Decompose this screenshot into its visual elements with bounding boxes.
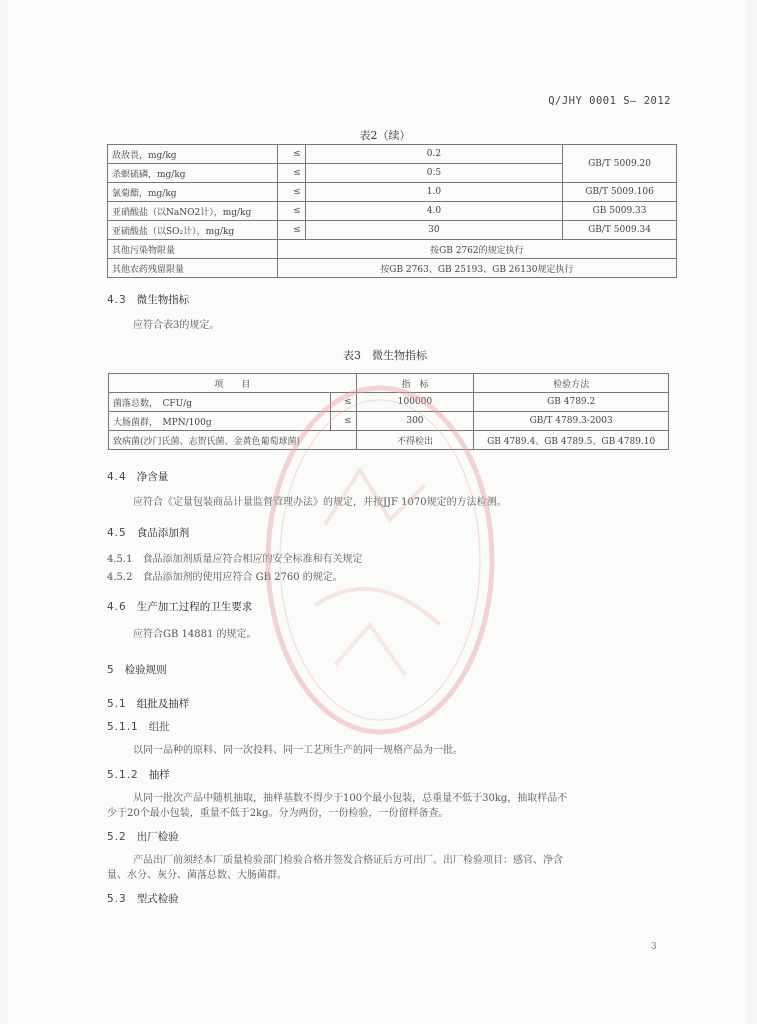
- section-number: 5.1: [107, 698, 127, 710]
- table-cell: GB 5009.33: [563, 202, 677, 221]
- section-5-heading: [107, 662, 167, 677]
- section-title: 食品添加剂: [136, 527, 190, 539]
- page-number: 3: [651, 942, 657, 952]
- section-number: 5.3: [107, 893, 127, 905]
- table2-caption: 表2（续）: [359, 129, 411, 142]
- table-cell: 亚硫酸盐（以SO₂计），mg/kg: [108, 221, 278, 240]
- table-cell: ≤: [277, 183, 305, 202]
- section-number: 5.1.1: [107, 721, 139, 733]
- table3: [108, 373, 669, 450]
- table-cell: GB/T 5009.106: [563, 183, 677, 202]
- standard-code: Q/JHY 0001 S— 2012: [548, 95, 671, 107]
- section-5-1-1-text: 以同一品种的原料、同一次投料、同一工艺所生产的同一规格产品为一批。: [133, 745, 463, 756]
- section-5-1-2-line1: 从同一批次产品中随机抽取，抽样基数不得少于100个最小包装，总重量不低于30kg，抽取样品不: [133, 793, 568, 804]
- section-title: 组批: [148, 721, 170, 733]
- table-cell: ≤: [277, 221, 305, 240]
- section-4-5-2: [107, 570, 343, 585]
- section-text: 食品添加剂质量应符合相应的安全标准和有关规定: [142, 554, 363, 565]
- section-title: 组批及抽样: [136, 698, 190, 710]
- table-cell: 氯菊酯，mg/kg: [108, 183, 278, 202]
- table-cell: 300: [356, 412, 474, 431]
- table-cell: 30: [305, 221, 562, 240]
- table-cell: 0.5: [305, 164, 562, 183]
- section-4-4-text: 应符合《定量包装商品计量监督管理办法》的规定，并按JJF 1070规定的方法检测。: [133, 497, 507, 508]
- table-cell: ≤: [330, 393, 356, 412]
- section-4-5-heading: [107, 525, 189, 540]
- section-5-2-heading: [107, 829, 179, 844]
- section-4-3-text: 应符合表3的规定。: [133, 320, 220, 331]
- section-title: 型式检验: [136, 893, 179, 905]
- table2: [107, 144, 677, 278]
- table3-caption: 表3 微生物指标: [343, 349, 427, 362]
- section-number: 4.5.1: [107, 554, 133, 565]
- table-header-row: [109, 374, 669, 393]
- table-row: [109, 412, 669, 431]
- section-5-2-line2: 量、水分、灰分、菌落总数、大肠菌群。: [107, 870, 287, 881]
- section-text: 食品添加剂的使用应符合 GB 2760 的规定。: [142, 572, 343, 583]
- table-cell: GB 4789.4、GB 4789.5、GB 4789.10: [474, 431, 669, 450]
- column-header: 检验方法: [474, 374, 669, 393]
- table-cell: GB/T 4789.3-2003: [474, 412, 669, 431]
- table-row: [108, 240, 677, 259]
- section-4-6-heading: [107, 599, 252, 614]
- table-cell: 致病菌(沙门氏菌、志贺氏菌、金黄色葡萄球菌): [109, 431, 357, 450]
- table-row: [108, 183, 677, 202]
- section-title: 生产加工过程的卫生要求: [136, 601, 253, 613]
- section-5-1-2-heading: [107, 767, 170, 782]
- table-cell: 亚硝酸盐（以NaNO2计），mg/kg: [108, 202, 278, 221]
- table-cell: 1.0: [305, 183, 562, 202]
- section-5-1-heading: [107, 696, 189, 711]
- section-title: 净含量: [136, 471, 169, 483]
- column-header: 指 标: [356, 374, 474, 393]
- section-title: 微生物指标: [136, 294, 190, 306]
- section-5-1-1-heading: [107, 719, 170, 734]
- section-title: 抽样: [148, 769, 170, 781]
- table-cell: 按GB 2762的规定执行: [277, 240, 676, 259]
- section-number: 5: [107, 664, 115, 676]
- table-cell: ≤: [330, 412, 356, 431]
- table-cell: GB 4789.2: [474, 393, 669, 412]
- table-cell: 菌落总数， CFU/g: [109, 393, 331, 412]
- section-title: 检验规则: [124, 664, 167, 676]
- section-4-3-heading: [107, 292, 189, 307]
- table-cell: 100000: [356, 393, 474, 412]
- table-cell: ≤: [277, 164, 305, 183]
- section-4-5-1: [107, 552, 362, 567]
- section-5-1-2-line2: 少于20个最小包装，重量不低于2kg。分为两份，一份检验，一份留样备查。: [107, 808, 449, 819]
- table-cell: 敌敌畏，mg/kg: [108, 145, 278, 164]
- table-cell: 不得检出: [356, 431, 474, 450]
- table-cell: ≤: [277, 202, 305, 221]
- table-row: [108, 202, 677, 221]
- table-cell: 其他污染物限量: [108, 240, 278, 259]
- table-row: [108, 145, 677, 164]
- table-cell: GB/T 5009.34: [563, 221, 677, 240]
- section-5-3-heading: [107, 891, 179, 906]
- table-cell: 其他农药残留限量: [108, 259, 278, 278]
- table-cell: ≤: [277, 145, 305, 164]
- table-row: [109, 393, 669, 412]
- table-cell: 0.2: [305, 145, 562, 164]
- column-header: 项 目: [109, 374, 357, 393]
- section-number: 4.4: [107, 471, 127, 483]
- section-4-4-heading: [107, 469, 168, 484]
- table-cell: 大肠菌群， MPN/100g: [109, 412, 331, 431]
- section-4-6-text: 应符合GB 14881 的规定。: [133, 629, 257, 640]
- table-row: [109, 431, 669, 450]
- section-number: 5.2: [107, 831, 127, 843]
- table-cell: 4.0: [305, 202, 562, 221]
- table-row: [108, 259, 677, 278]
- table-cell: 杀螟硫磷，mg/kg: [108, 164, 278, 183]
- section-number: 4.5.2: [107, 572, 133, 583]
- table-cell: 按GB 2763、GB 25193、GB 26130规定执行: [277, 259, 676, 278]
- section-number: 4.6: [107, 601, 127, 613]
- section-title: 出厂检验: [136, 831, 179, 843]
- table-cell: GB/T 5009.20: [563, 145, 677, 183]
- section-number: 4.3: [107, 294, 127, 306]
- section-number: 4.5: [107, 527, 127, 539]
- table-row: [108, 221, 677, 240]
- section-5-2-line1: 产品出厂前须经本厂质量检验部门检验合格并签发合格证后方可出厂。出厂检验项目：感官、净含: [133, 855, 563, 866]
- section-number: 5.1.2: [107, 769, 139, 781]
